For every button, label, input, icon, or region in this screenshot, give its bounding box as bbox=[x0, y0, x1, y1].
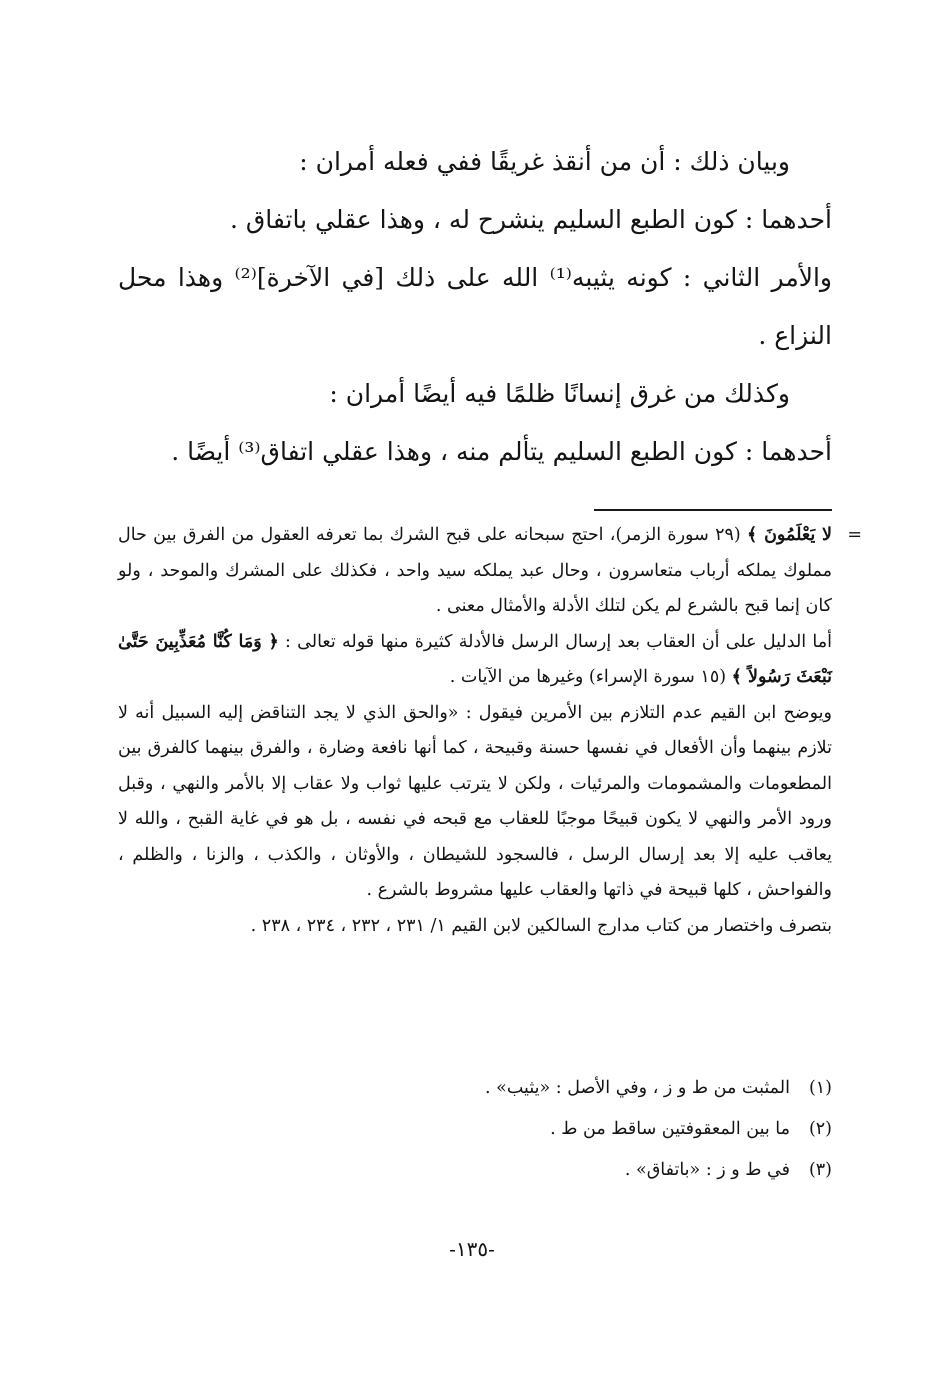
footnote-divider bbox=[594, 509, 832, 511]
paragraph-1: وبيان ذلك : أن من أنقذ غريقًا ففي فعله أمران : bbox=[299, 147, 790, 176]
quran-fragment: لا يَعْلَمُونَ ﴾ bbox=[747, 525, 832, 545]
footnote-number: (٢) bbox=[808, 1119, 832, 1139]
paragraph-5: أحدهما : كون الطبع السليم يتألم منه ، وهذا عقلي اتفاق⁽³⁾ أيضًا . bbox=[171, 437, 832, 466]
paragraph-4: وكذلك من غرق إنسانًا ظلمًا فيه أيضًا أمران : bbox=[329, 379, 790, 408]
footnotes bbox=[118, 1068, 832, 1191]
footnote-1 bbox=[118, 1068, 832, 1109]
main-text bbox=[118, 133, 832, 481]
paragraph-3: والأمر الثاني : كونه يثيبه⁽¹⁾ الله على ذلك [في الآخرة]⁽²⁾ وهذا محل النزاع . bbox=[118, 263, 832, 350]
page-number: -١٣٥- bbox=[449, 1237, 495, 1261]
footnote-text: المثبت من ط و ز ، وفي الأصل : «يثيب» . bbox=[485, 1078, 790, 1098]
note-paragraph-4: بتصرف واختصار من كتاب مدارج السالكين لابن القيم ١/ ٢٣١ ، ٢٣٢ ، ٢٣٤ ، ٢٣٨ . bbox=[250, 915, 832, 936]
note-paragraph-2 bbox=[118, 625, 832, 696]
note-paragraph-3: ويوضح ابن القيم عدم التلازم بين الأمرين فيقول : «والحق الذي لا يجد التناقض إليه السبيل أنه لا تلازم بينهما وأن الأفعال في نفسها حسنة وقبيحة ، كما أنها نافعة وضارة ، والفرق بينهما كالفرق بين المطعومات والمشمومات والمرئيات ، ولكن لا يترتب عليها ثواب ولا عقاب إلا بالأمر والنهي ، وقبل ورود الأمر والنهي لا يكون قبيحًا موجبًا للعقاب مع قبحه في نفسه ، بل هو في غاية القبح ، والله لا يعاقب عليه إلا بعد إرسال الرسل ، فالسجود للشيطان ، والأوثان ، والكذب ، والزنا ، والظلم ، والفواحش ، كلها قبيحة في ذاتها والعقاب عليها مشروط بالشرع . bbox=[118, 702, 832, 900]
footnote-2 bbox=[118, 1109, 832, 1150]
paragraph-2: أحدهما : كون الطبع السليم ينشرح له ، وهذا عقلي باتفاق . bbox=[229, 205, 832, 234]
note-paragraph-1 bbox=[118, 518, 862, 625]
note-text: أما الدليل على أن العقاب بعد إرسال الرسل فالأدلة كثيرة منها قوله تعالى : bbox=[285, 631, 832, 652]
continued-note bbox=[118, 518, 862, 944]
footnote-3 bbox=[118, 1150, 832, 1191]
note-text: (٢٩ سورة الزمر)، احتج سبحانه على قبح الشرك بما تعرفه العقول من الفرق بين حال مملوك يملكه أرباب متعاسرون ، وحال عبد يملكه سيد واحد ، فكذلك على المشرك والموحد ، ولو كان إنما قبح بالشرع لم يكن لتلك الأدلة والأمثال معنى . bbox=[118, 525, 832, 616]
footnote-number: (١) bbox=[808, 1078, 832, 1098]
continuation-mark: = bbox=[847, 525, 862, 545]
footnote-text: ما بين المعقوفتين ساقط من ط . bbox=[550, 1119, 790, 1139]
quran-quote: ﴿ وَمَا كُنَّا مُعَذِّبِينَ حَتَّىٰ نَبْعَثَ رَسُولاً ﴾ bbox=[118, 631, 832, 687]
footnote-text: في ط و ز : «باتفاق» . bbox=[624, 1160, 790, 1180]
footnote-number: (٣) bbox=[808, 1160, 832, 1180]
note-reference: (١٥ سورة الإسراء) وغيرها من الآيات . bbox=[449, 667, 727, 687]
